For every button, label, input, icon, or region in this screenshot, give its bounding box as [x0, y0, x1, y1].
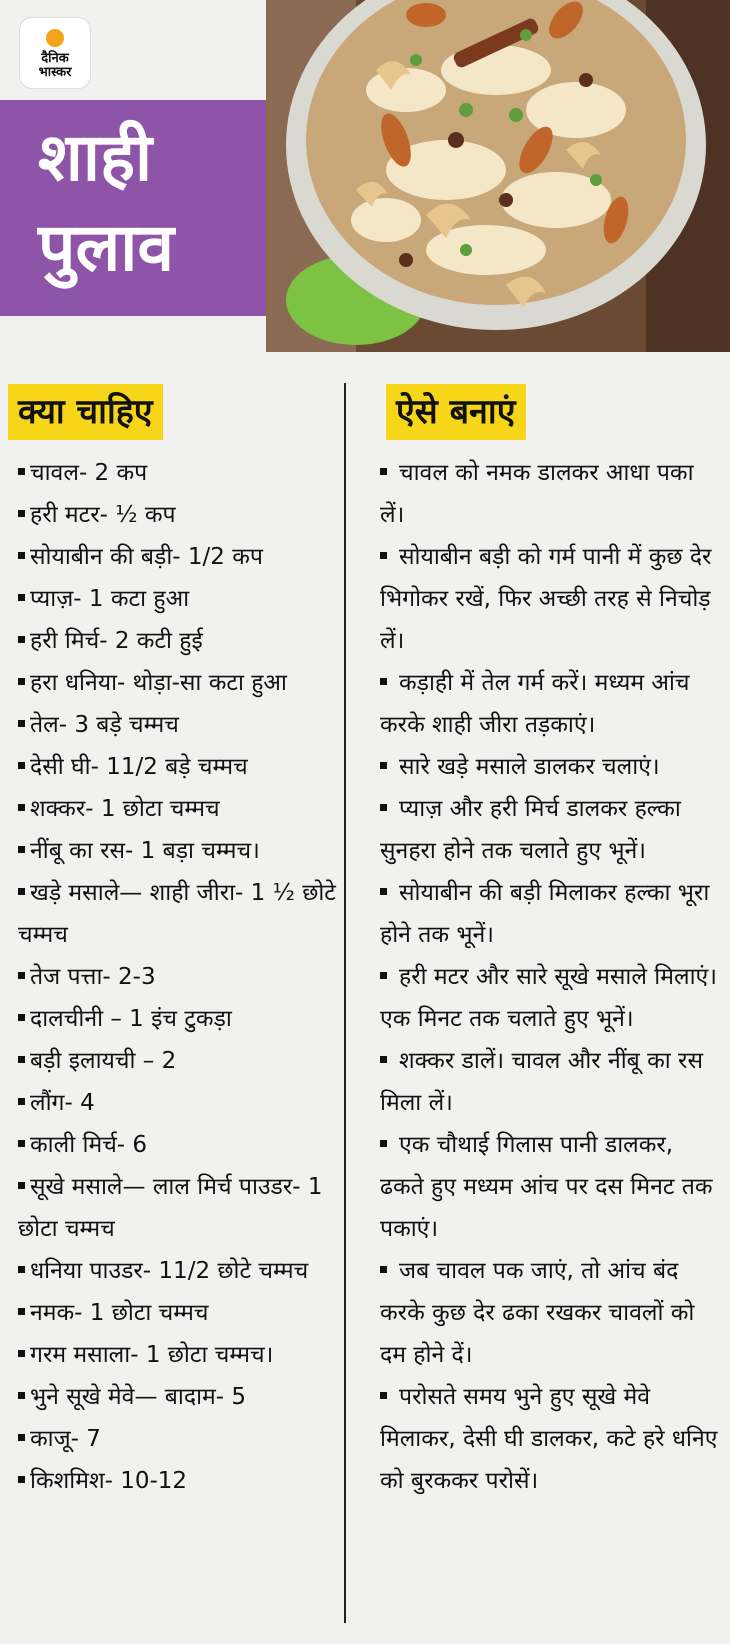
- square-bullet-icon: [18, 1350, 25, 1357]
- ingredient-item: [18, 1250, 336, 1292]
- square-bullet-icon: [18, 972, 25, 979]
- ingredient-item-text: दालचीनी – 1 इंच टुकड़ा: [30, 1006, 232, 1032]
- method-list: [380, 452, 720, 1502]
- square-bullet-icon: [18, 510, 25, 517]
- method-step-text: हरी मटर और सारे सूखे मसाले मिलाएं। एक मिनट तक चलाते हुए भूनें।: [380, 964, 717, 1032]
- dainik-bhaskar-logo: [20, 18, 90, 88]
- method-step: [380, 1250, 720, 1376]
- ingredients-heading: क्या चाहिए: [8, 384, 163, 440]
- square-bullet-icon: [380, 678, 387, 685]
- method-step-text: कड़ाही में तेल गर्म करें। मध्यम आंच करके शाही जीरा तड़काएं।: [380, 670, 690, 738]
- ingredient-item-text: काली मिर्च- 6: [30, 1132, 148, 1158]
- logo-line2: भास्कर: [38, 65, 72, 80]
- method-step-text: जब चावल पक जाएं, तो आंच बंद करके कुछ देर ढका रखकर चावलों को दम होने दें।: [380, 1258, 695, 1368]
- method-step: [380, 1376, 720, 1502]
- ingredient-item: [18, 746, 336, 788]
- square-bullet-icon: [18, 1140, 25, 1147]
- ingredient-item-text: प्याज़- 1 कटा हुआ: [30, 586, 190, 612]
- column-divider: [344, 383, 346, 1623]
- square-bullet-icon: [18, 1182, 25, 1189]
- ingredient-item-text: तेल- 3 बड़े चम्मच: [30, 712, 179, 738]
- square-bullet-icon: [380, 468, 387, 475]
- ingredient-item: [18, 1418, 336, 1460]
- ingredient-item: [18, 956, 336, 998]
- ingredient-item-text: हरा धनिया- थोड़ा-सा कटा हुआ: [30, 670, 287, 696]
- method-step: [380, 872, 720, 956]
- square-bullet-icon: [18, 1434, 25, 1441]
- ingredient-item: [18, 872, 336, 956]
- square-bullet-icon: [18, 846, 25, 853]
- pulao-dish-image: [266, 0, 730, 352]
- logo-text: [20, 52, 90, 80]
- method-step-text: एक चौथाई गिलास पानी डालकर, ढकते हुए मध्यम आंच पर दस मिनट तक पकाएं।: [380, 1132, 713, 1242]
- ingredient-item-text: सोयाबीन की बड़ी- 1/2 कप: [30, 544, 263, 570]
- ingredient-item: [18, 1082, 336, 1124]
- square-bullet-icon: [18, 888, 25, 895]
- method-step: [380, 788, 720, 872]
- square-bullet-icon: [18, 468, 25, 475]
- square-bullet-icon: [380, 552, 387, 559]
- ingredient-item: [18, 998, 336, 1040]
- ingredient-item-text: गरम मसाला- 1 छोटा चम्मच।: [30, 1342, 274, 1368]
- ingredient-item-text: किशमिश- 10-12: [30, 1468, 188, 1494]
- ingredient-item-text: तेज पत्ता- 2-3: [30, 964, 156, 990]
- square-bullet-icon: [380, 1140, 387, 1147]
- square-bullet-icon: [380, 888, 387, 895]
- ingredient-item-text: खड़े मसाले— शाही जीरा- 1 ½ छोटे चम्मच: [18, 880, 336, 948]
- ingredient-item: [18, 620, 336, 662]
- ingredient-item: [18, 494, 336, 536]
- ingredient-item-text: सूखे मसाले— लाल मिर्च पाउडर- 1 छोटा चम्मच: [18, 1174, 323, 1242]
- square-bullet-icon: [18, 1056, 25, 1063]
- ingredient-item: [18, 536, 336, 578]
- ingredients-list: [18, 452, 336, 1502]
- method-step: [380, 1040, 720, 1124]
- square-bullet-icon: [380, 1056, 387, 1063]
- ingredient-item-text: देसी घी- 11/2 बड़े चम्मच: [30, 754, 248, 780]
- square-bullet-icon: [18, 762, 25, 769]
- method-step: [380, 536, 720, 662]
- square-bullet-icon: [18, 1476, 25, 1483]
- title-line2: पुलाव: [38, 209, 175, 286]
- ingredient-item-text: हरी मटर- ½ कप: [30, 502, 176, 528]
- method-step-text: सारे खड़े मसाले डालकर चलाएं।: [399, 754, 660, 780]
- ingredient-item: [18, 452, 336, 494]
- square-bullet-icon: [18, 1392, 25, 1399]
- square-bullet-icon: [18, 552, 25, 559]
- square-bullet-icon: [18, 804, 25, 811]
- square-bullet-icon: [18, 1266, 25, 1273]
- ingredient-item: [18, 1124, 336, 1166]
- ingredient-item: [18, 1376, 336, 1418]
- ingredient-item-text: चावल- 2 कप: [30, 460, 148, 486]
- square-bullet-icon: [18, 1098, 25, 1105]
- ingredient-item-text: लौंग- 4: [30, 1090, 95, 1116]
- method-step-text: परोसते समय भुने हुए सूखे मेवे मिलाकर, देसी घी डालकर, कटे हरे धनिए को बुरककर परोसें।: [380, 1384, 718, 1494]
- ingredient-item-text: हरी मिर्च- 2 कटी हुई: [30, 628, 203, 654]
- title-line1: शाही: [38, 119, 153, 196]
- square-bullet-icon: [18, 1308, 25, 1315]
- ingredient-item-text: नींबू का रस- 1 बड़ा चम्मच।: [30, 838, 260, 864]
- method-step-text: सोयाबीन बड़ी को गर्म पानी में कुछ देर भिगोकर रखें, फिर अच्छी तरह से निचोड़ लें।: [380, 544, 712, 654]
- method-heading: ऐसे बनाएं: [386, 384, 526, 440]
- ingredient-item: [18, 830, 336, 872]
- ingredient-item: [18, 1040, 336, 1082]
- method-step-text: शक्कर डालें। चावल और नींबू का रस मिला लें।: [380, 1048, 703, 1116]
- method-step: [380, 662, 720, 746]
- ingredient-item-text: नमक- 1 छोटा चम्मच: [30, 1300, 209, 1326]
- logo-line1: दैनिक: [41, 51, 69, 66]
- square-bullet-icon: [380, 762, 387, 769]
- square-bullet-icon: [18, 636, 25, 643]
- ingredient-item: [18, 1460, 336, 1502]
- square-bullet-icon: [380, 804, 387, 811]
- square-bullet-icon: [380, 1266, 387, 1273]
- ingredient-item: [18, 1166, 336, 1250]
- method-step-text: प्याज़ और हरी मिर्च डालकर हल्का सुनहरा होने तक चलाते हुए भूनें।: [380, 796, 681, 864]
- square-bullet-icon: [18, 720, 25, 727]
- square-bullet-icon: [18, 1014, 25, 1021]
- header: [0, 0, 730, 352]
- ingredient-item: [18, 704, 336, 746]
- title-box: [0, 100, 266, 316]
- method-step: [380, 1124, 720, 1250]
- ingredient-item: [18, 1334, 336, 1376]
- ingredient-item-text: धनिया पाउडर- 11/2 छोटे चम्मच: [30, 1258, 309, 1284]
- ingredient-item-text: काजू- 7: [30, 1426, 101, 1452]
- ingredient-item-text: बड़ी इलायची – 2: [30, 1048, 177, 1074]
- square-bullet-icon: [380, 1392, 387, 1399]
- ingredient-item: [18, 662, 336, 704]
- method-step: [380, 746, 720, 788]
- square-bullet-icon: [18, 594, 25, 601]
- ingredient-item-text: शक्कर- 1 छोटा चम्मच: [30, 796, 220, 822]
- square-bullet-icon: [18, 678, 25, 685]
- ingredient-item: [18, 1292, 336, 1334]
- method-step-text: चावल को नमक डालकर आधा पका लें।: [380, 460, 694, 528]
- square-bullet-icon: [380, 972, 387, 979]
- method-step-text: सोयाबीन की बड़ी मिलाकर हल्का भूरा होने तक भूनें।: [380, 880, 710, 948]
- method-step: [380, 452, 720, 536]
- ingredient-item: [18, 578, 336, 620]
- ingredient-item: [18, 788, 336, 830]
- method-step: [380, 956, 720, 1040]
- ingredient-item-text: भुने सूखे मेवे— बादाम- 5: [30, 1384, 247, 1410]
